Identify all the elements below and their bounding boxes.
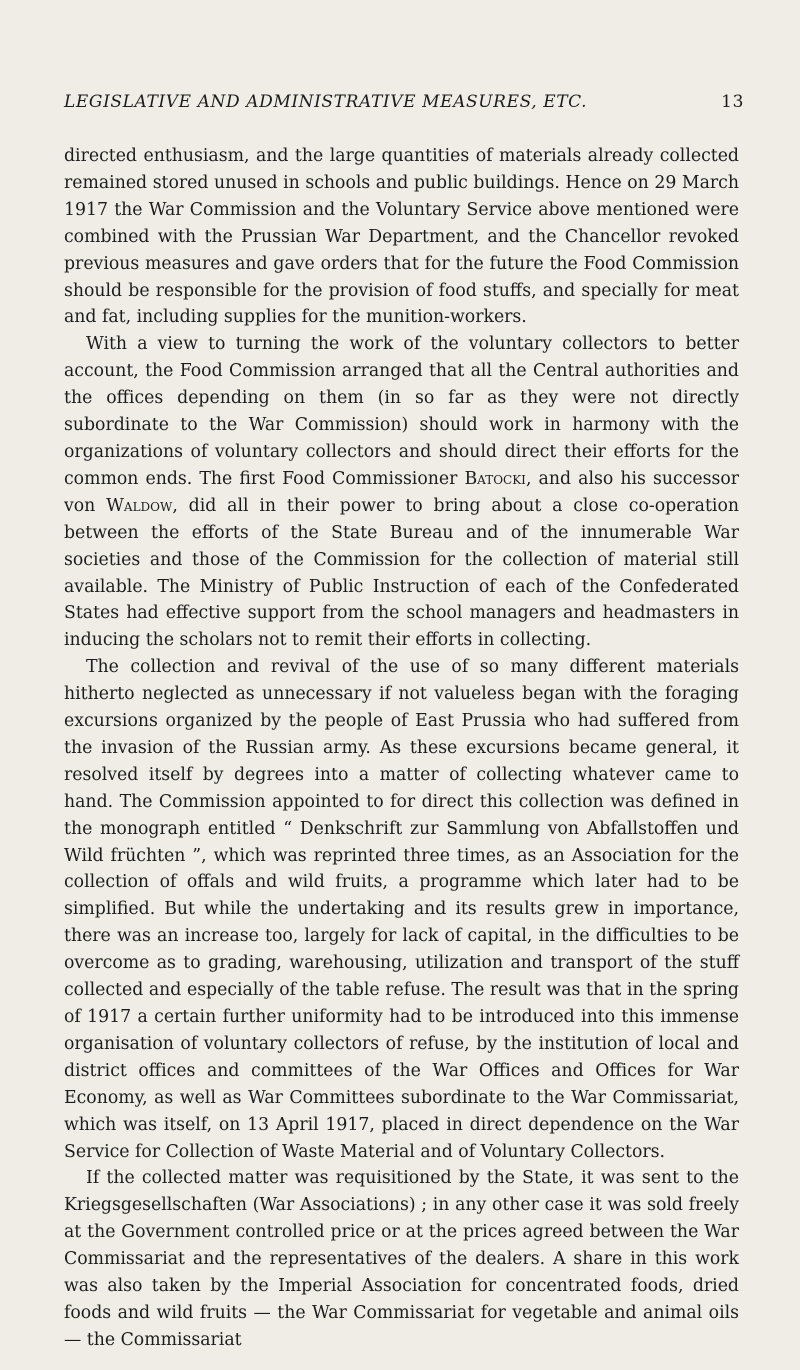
paragraph-2-text-c: , did all in their power to bring about a close co-operation between the efforts of the State Bureau and of the innumerable War societies and those of the Commission for the collection of material still available. The Ministry of Public Instruction of each of the Confederated States had effective support from the school managers and headmasters in inducing the scholars not to remit their efforts in collecting.	[64, 495, 739, 651]
person-name-waldow: Waldow	[106, 495, 173, 516]
running-head	[64, 92, 744, 116]
paragraph-3: The collection and revival of the use of so many different materials hitherto neglected as unnecessary if not valueless began with the foraging excursions organized by the people of East Prussia who had suffered from the invasion of the Russian army. As these excursions became general, it resolved itself by degrees into a matter of collecting whatever came to hand. The Commission appointed to for direct this collection was defined in the monograph entitled “ Denkschrift zur Sammlung von Abfallstoffen und Wild früchten ”, which was reprinted three times, as an Association for the collection of offals and wild fruits, a programme which later had to be simplified. But while the undertaking and its results grew in importance, there was an increase too, largely for lack of capital, in the difficulties to be overcome as to grading, warehousing, utilization and transport of the stuff collected and especially of the table refuse. The result was that in the spring of 1917 a certain further uniformity had to be introduced into this immense organisation of voluntary collectors of refuse, by the institution of local and district offices and committees of the War Offices and Offices for War Economy, as well as War Committees subordinate to the War Commissariat, which was itself, on 13 April 1917, placed in direct dependence on the War Service for Collection of Waste Material and of Voluntary Collectors.	[64, 657, 739, 1162]
paragraph-4: If the collected matter was requisitioned by the State, it was sent to the Kriegsgesellschaften (War Associations) ; in any other case it was sold freely at the Government controlled price or at the prices agreed between the War Commissariat and the representatives of the dealers. A share in this work was also taken by the Imperial Association for concentrated foods, dried foods and wild fruits — the War Commissariat for vegetable and animal oils — the Commissariat	[64, 1168, 739, 1350]
body-text	[64, 143, 739, 1354]
page-number: 13	[721, 92, 744, 112]
paragraph-2-text-b: , and also his successor von	[64, 468, 739, 516]
paragraph-2-text-a: With a view to turning the work of the voluntary collectors to better account, the Food Commission arranged that all the Central authorities and the offices depending on them (in so far as they were not directly subordinate to the War Commission) should work in harmony with the organizations of voluntary collectors and should direct their efforts for the common ends. The first Food Commissioner	[64, 334, 739, 489]
paragraph-1: directed enthusiasm, and the large quantities of materials already collected remained stored unused in schools and public buildings. Hence on 29 March 1917 the War Commission and the Voluntary Service above mentioned were combined with the Prussian War Department, and the Chancellor revoked previous measures and gave orders that for the future the Food Commission should be responsible for the provision of food stuffs, and specially for meat and fat, including supplies for the munition-workers.	[64, 146, 739, 328]
running-title: LEGISLATIVE AND ADMINISTRATIVE MEASURES, ETC.	[64, 92, 588, 112]
paragraph-2	[64, 331, 739, 654]
person-name-batocki: Batocki	[464, 468, 526, 489]
